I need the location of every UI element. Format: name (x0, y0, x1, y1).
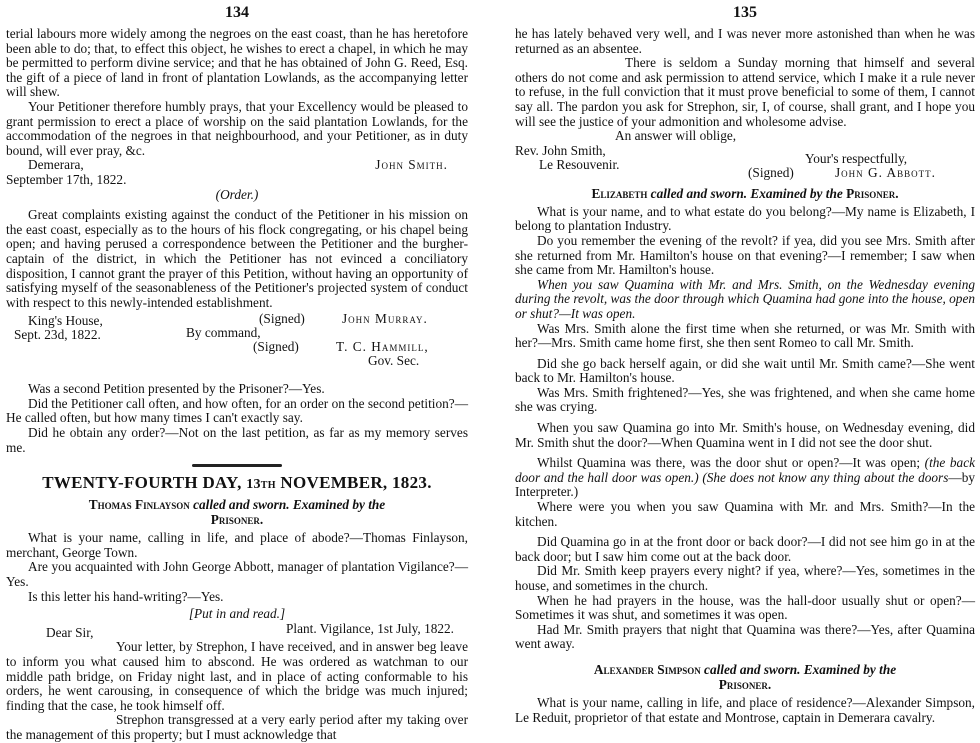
question-answer: Did Mr. Smith keep prayers every night? if yea, where?—Yes, sometimes in the house, and sometimes in the church. (515, 563, 975, 593)
paragraph: There is seldom a Sunday morning that himself and several others do not come and ask permission to attend service, which I make it a rule never to refuse, in the full conviction that it must prove beneficial to some of them, I cannot say all. The pardon you ask for Strephon, sir, I, of course, shall grant, and I hope you will see the justice of your admonition and wholesome advise. (515, 55, 975, 129)
question-answer: Did Quamina go in at the front door or back door?—I did not see him go in at the back door; but I saw him come out at the back door. (515, 534, 975, 564)
question-answer: Is this letter his hand-writing?—Yes. (28, 588, 224, 604)
right-page (515, 0, 975, 725)
question-answer: When you saw Quamina go into Mr. Smith's house, on Wednesday evening, did Mr. Smith shut the door?—When Quamina went in I did not see the door shut. (515, 420, 975, 450)
paragraph: Your letter, by Strephon, I have received, and in answer beg leave to inform you what caused him to abscond. He was ordered as watchman to our middle path bridge, on Friday night last, and in place of acting conformable to his orders, he went carousing, in consequence of which the bridge was much injured; finding that the case, he took himself off. (6, 639, 468, 713)
question-answer: Did he obtain any order?—Not on the last petition, as far as my memory serves me. (6, 425, 468, 455)
by-command: By command, (186, 325, 261, 341)
signature-block (6, 158, 468, 173)
left-page (6, 0, 468, 743)
signature-block (515, 142, 975, 180)
question-answer: Whilst Quamina was there, was the door shut or open?—It was open; (the back door and the hall door was open.) (She does not know any thing about the doors—by Interpreter.) (515, 455, 975, 500)
signatory: John Murray. (342, 311, 428, 327)
signatory: John Smith. (375, 157, 448, 173)
closing: An answer will oblige, (615, 128, 737, 144)
signed-label: (Signed) (253, 339, 299, 355)
letter-header (6, 622, 468, 641)
salutation: Dear Sir, (46, 624, 94, 640)
question-answer: What is your name, and to what estate do you belong?—My name is Elizabeth, I belong to plantation Industry. (515, 203, 975, 234)
signatory: John G. Abbott. (835, 164, 936, 180)
question-answer: When you saw Quamina with Mr. and Mrs. Smith, on the Wednesday evening during the revolt, was the door through which Quamina had gone into the house, open or shut?—It was open. (515, 276, 975, 321)
question-answer: Are you acquainted with John George Abbott, manager of plantation Vigilance?—Yes. (6, 559, 468, 590)
date: September 17th, 1822. (6, 171, 127, 187)
question-answer: When he had prayers in the house, was the hall-door usually shut or open?—Sometimes it was shut, and sometimes it was open. (515, 592, 975, 623)
question-answer: Was Mrs. Smith alone the first time when she returned, or was Mr. Smith with her?—Mrs. Smith came home first, she then sent Romeo to call Mr. Smith. (515, 320, 975, 351)
addressee: Rev. John Smith, (515, 142, 606, 158)
question-answer: Was a second Petition presented by the Prisoner?—Yes. (28, 381, 325, 397)
section-label: (Order.) (215, 186, 259, 202)
question-answer: What is your name, calling in life, and place of abode?—Thomas Finlayson, merchant, George Town. (6, 530, 468, 560)
signed-label: (Signed) (748, 164, 794, 180)
question-answer: Had Mr. Smith prayers that night that Quamina was there?—Yes, after Quamina went away. (515, 621, 975, 652)
page-number: 135 (733, 4, 757, 21)
witness-heading: Thomas Finlayson called and sworn. Examined by the Prisoner. (88, 497, 386, 528)
place: Demerara, (28, 157, 84, 173)
divider (192, 464, 282, 467)
question-answer: Did she go back herself again, or did she wait until Mr. Smith came?—She went back to Mr. Hamilton's house. (515, 355, 975, 386)
title: Gov. Sec. (368, 353, 420, 369)
day-heading: TWENTY-FOURTH DAY, 13th NOVEMBER, 1823. (42, 473, 432, 493)
addressee-place: Le Resouvenir. (539, 156, 620, 172)
page-number: 134 (225, 4, 249, 21)
question-answer: Where were you when you saw Quamina with Mr. and Mrs. Smith?—In the kitchen. (515, 499, 975, 529)
witness-heading: Alexander Simpson called and sworn. Examined by the Prisoner. (593, 661, 897, 692)
paragraph: Great complaints existing against the conduct of the Petitioner in his mission on the east coast, especially as to the hours of his flock congregating, or his chapel being open; and having perused a correspondence between the Petitioner and the burgher-captain of the district, in which the Petitioner has not evinced a conciliatory disposition, I cannot grant the prayer of this Petition, without having an opportunity of satisfying myself of the seasonableness of the Petitioner's projected system of conduct with respect to this newly-intended establishment. (6, 207, 468, 310)
question-answer: What is your name, calling in life, and place of residence?—Alexander Simpson, Le Reduit, proprietor of that estate and Montrose, captain in Demerara cavalry. (515, 694, 975, 725)
paragraph: terial labours more widely among the negroes on the east coast, than he has heretofore been able to do; that, to effect this object, he wishes to erect a chapel, in which he may be permitted to perform divine service; and that he has obtained of John G. Reed, Esq. the gift of a piece of land in front of plantation Lowlands, as the accompanying letter will shew. (6, 26, 468, 100)
place: King's House, (28, 313, 103, 329)
section-label: [Put in and read.] (188, 606, 286, 622)
question-answer: Did the Petitioner call often, and how often, for an order on the second petition?—He called often, but how many times I can't exactly say. (6, 395, 468, 426)
date: Sept. 23d, 1822. (14, 327, 101, 343)
question-answer: Was Mrs. Smith frightened?—Yes, she was frightened, and when she came home she was crying. (515, 384, 975, 415)
signature-block (6, 311, 468, 376)
letter-date: Plant. Vigilance, 1st July, 1822. (286, 620, 454, 636)
paragraph: he has lately behaved very well, and I was never more astonished than when he was returned as an absentee. (515, 26, 975, 56)
witness-heading: Elizabeth called and sworn. Examined by the Prisoner. (591, 185, 899, 201)
paragraph: Strephon transgressed at a very early period after my taking over the management of this property; but I must acknowledge that (6, 712, 468, 742)
signatory: T. C. Hammill, (336, 339, 429, 355)
question-answer: Do you remember the evening of the revolt? if yea, did you see Mrs. Smith after she returned from Mr. Hamilton's house on that evening?—I remember; I saw when she came from Mr. Hamilton's house. (515, 232, 975, 278)
paragraph: Your Petitioner therefore humbly prays, that your Excellency would be pleased to grant permission to erect a place of worship on the said plantation Lowlands, for the accommodation of the negroes in that neighbourhood, and your Petitioner, as in duty bound, will ever pray, &c. (6, 98, 468, 158)
regards: Your's respectfully, (805, 150, 908, 166)
signed-label: (Signed) (259, 311, 305, 327)
